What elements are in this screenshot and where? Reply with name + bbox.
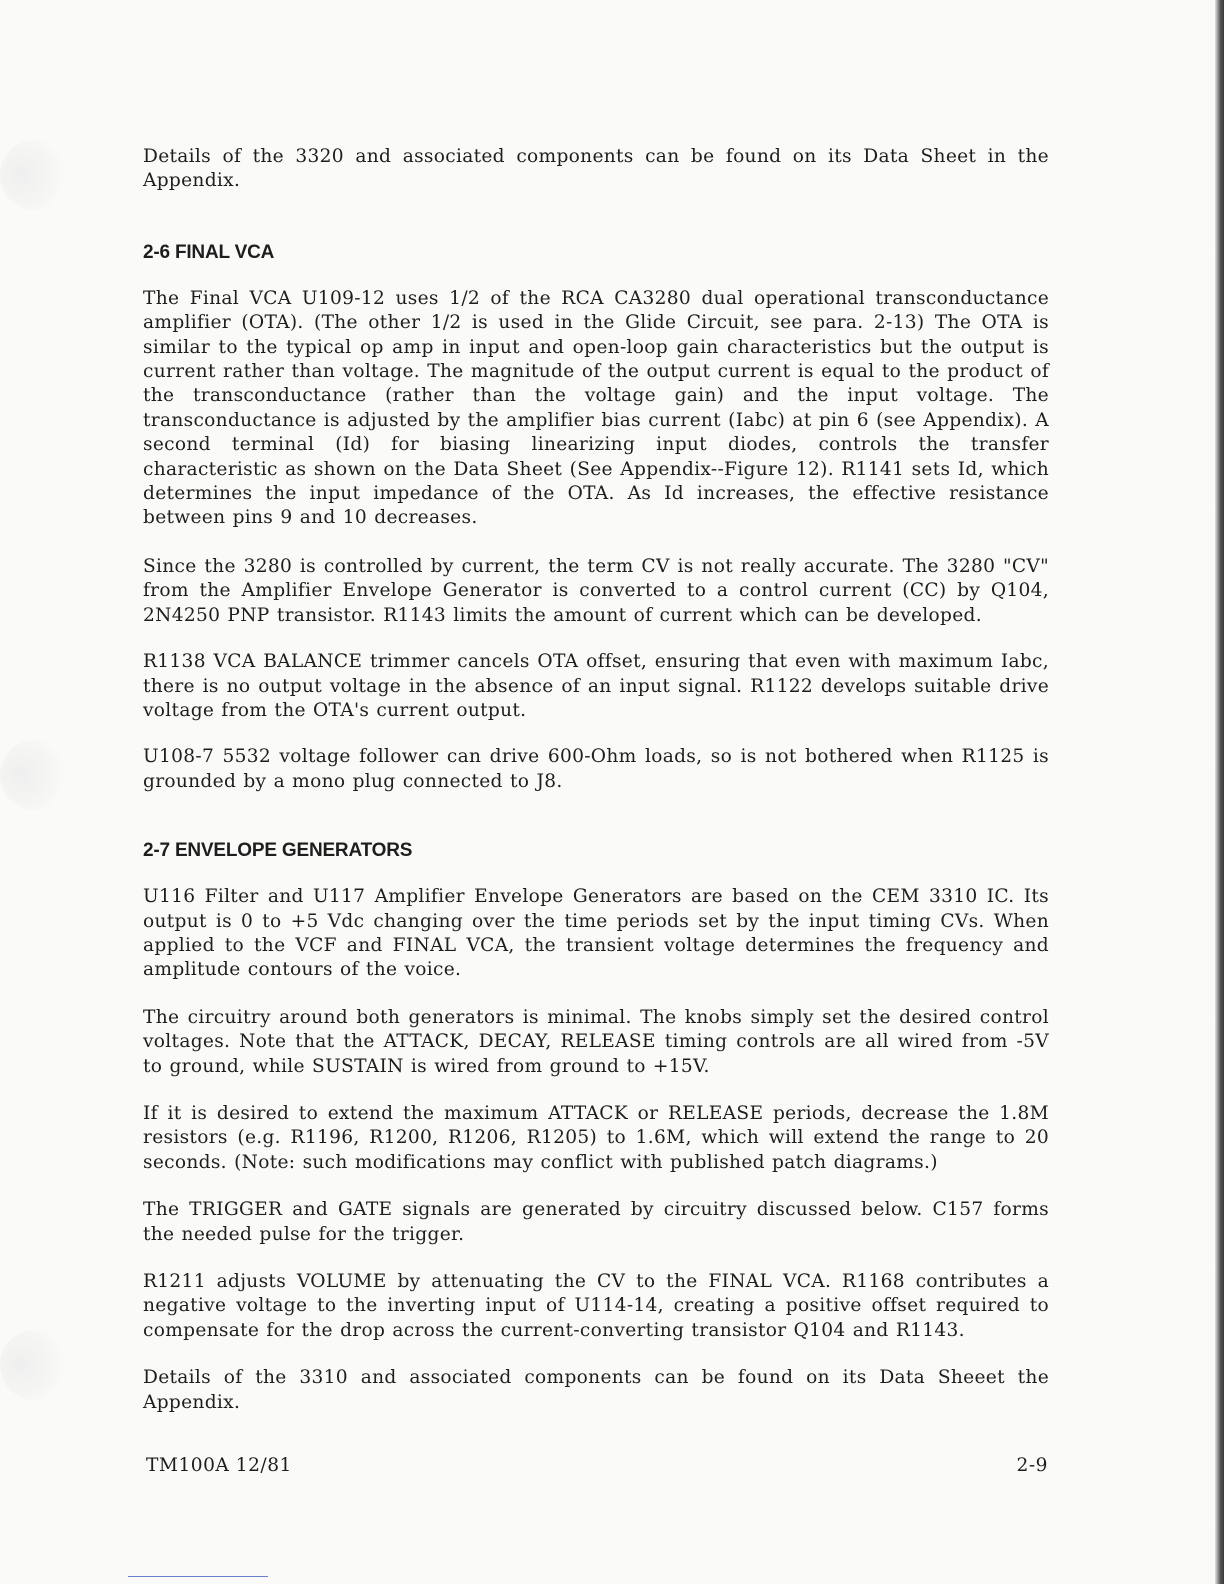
bottom-rule (128, 1576, 268, 1577)
punch-hole-mark (0, 140, 70, 210)
page-footer (146, 1455, 1048, 1476)
paragraph-extend-periods: If it is desired to extend the maximum ATTACK or RELEASE periods, decrease the 1.8M resistors (e.g. R1196, R1200, R1206, R1205) to 1.6M, which will extend the range to 20 seconds. (Note: such modifications may conflict with published patch diagrams.) (143, 1102, 1049, 1173)
paragraph-control-current: Since the 3280 is controlled by current, the term CV is not really accurate. The 3280 "CV" from the Amplifier Envelope Generator is converted to a control current (CC) by Q104, 2N4250 PNP transistor. R1143 limits the amount of current which can be developed. (143, 555, 1049, 626)
section-heading-envelope-generators: 2-7 ENVELOPE GENERATORS (143, 840, 413, 862)
paragraph-circuitry: The circuitry around both generators is minimal. The knobs simply set the desired control voltages. Note that the ATTACK, DECAY, RELEASE timing controls are all wired from -5V to ground, while SUSTAIN is wired from ground to +15V. (143, 1006, 1049, 1077)
page-edge-shadow (1215, 0, 1224, 1584)
paragraph-volume: R1211 adjusts VOLUME by attenuating the CV to the FINAL VCA. R1168 contributes a negative voltage to the inverting input of U114-14, creating a positive offset required to compensate for the drop across the current-converting transistor Q104 and R1143. (143, 1271, 1049, 1341)
paragraph-vca-balance: R1138 VCA BALANCE trimmer cancels OTA offset, ensuring that even with maximum Iabc, there is no output voltage in the absence of an input signal. R1122 develops suitable drive voltage from the OTA's current output. (143, 651, 1049, 721)
paragraph-final-vca-ota: The Final VCA U109-12 uses 1/2 of the RCA CA3280 dual operational transconductance amplifier (OTA). (The other 1/2 is used in the Glide Circuit, see para. 2-13) The OTA is similar to the typical op amp in input and open-loop gain characteristics but the output is current rather than voltage. The magnitude of the output current is equal to the product of the transconductance (rather than the voltage gain) and the input voltage. The transconductance is adjusted by the amplifier bias current (Iabc) at pin 6 (see Appendix). A second terminal (Id) for biasing linearizing input diodes, controls the transfer characteristic as shown on the Data Sheet (See Appendix--Figure 12). R1141 sets Id, which determines the input impedance of the OTA. As Id increases, the effective resistance between pins 9 and 10 decreases. (143, 287, 1049, 529)
paragraph-details-3310: Details of the 3310 and associated components can be found on its Data Sheeet the Appendix. (143, 1367, 1049, 1413)
section-heading-final-vca: 2-6 FINAL VCA (143, 241, 275, 263)
paragraph-envelope-cem3310: U116 Filter and U117 Amplifier Envelope Generators are based on the CEM 3310 IC. Its output is 0 to +5 Vdc changing over the time periods set by the input timing CVs. When applied to the VCF and FINAL VCA, the transient voltage determines the frequency and amplitude contours of the voice. (143, 886, 1049, 981)
footer-page-number: 2-9 (1016, 1455, 1048, 1476)
paragraph-voltage-follower: U108-7 5532 voltage follower can drive 600-Ohm loads, so is not bothered when R1125 is grounded by a mono plug connected to J8. (143, 746, 1049, 792)
page-body (143, 145, 1049, 1415)
paragraph-trigger-gate: The TRIGGER and GATE signals are generated by circuitry discussed below. C157 forms the needed pulse for the trigger. (143, 1199, 1049, 1245)
footer-document-id: TM100A 12/81 (146, 1455, 292, 1476)
punch-hole-mark (0, 1330, 70, 1400)
punch-hole-mark (0, 740, 70, 810)
paragraph-details-3320: Details of the 3320 and associated components can be found on its Data Sheet in the Appendix. (143, 146, 1049, 192)
